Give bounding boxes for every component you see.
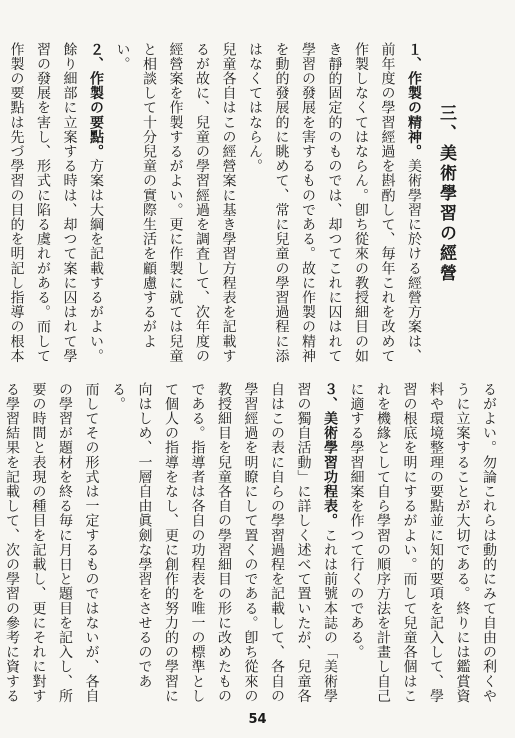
paragraph-text: これは前號本誌の「美術學習の獨自活動」に詳しく述べて置いたが、兒童各自はこの表に自らの學習過程を記載して、各自の學習經過を明瞭にして置くのである。卽ち從來の教授細目を兒童各自の學習細目の形に改めたものである。指導者は各自の功程表を唯一の標準として個人の指導をなし、更に創作的努力的の學習に向はしめ、一層自由眞劍な學習をさせるのである。 xyxy=(110,382,338,704)
paragraph-heading: ３、美術學習功程表。 xyxy=(322,382,338,528)
paragraph xyxy=(0,382,105,707)
paragraph xyxy=(0,42,109,367)
paragraph xyxy=(343,382,502,707)
text-block-bottom xyxy=(4,382,502,707)
paragraph-heading: １、作製の精神。 xyxy=(406,42,422,159)
text-block-top xyxy=(8,42,427,367)
paragraph-text: るがよい。勿論これらは動的にみて自由の利くやうに立案することが大切である。終りには鑑賞資料や環境整理の要點並に知的要項を記入して、學習の根底を明にするがよい。而して兒童各個はこれを機緣として自ら學習の順序方法を計畫し自己に適する學習細案を作つて行くのである。 xyxy=(348,382,497,704)
page-number: 54 xyxy=(248,712,267,727)
paragraph-text: 兒童各自はこの經營案に基き學習方程表を記載するが故に、兒童の學習經過を調査して、次年度の經營案を作製するがよい。更に作製に就ては兒童と相談して十分兒童の實際生活を顧慮するがよい。 xyxy=(114,42,237,364)
paragraph xyxy=(242,42,428,367)
paragraph-heading: ２、作製の要點。 xyxy=(88,42,104,159)
section-title: 三、美術學習の經營 xyxy=(436,104,456,284)
paragraph-text: 而してその形式は一定するものではないが、各自の學習が題材を終る毎に月日と題目を記入し、所要の時間と表現の種目を記載し、更にそれに對する學習結果を記載して、次の學習の參考に資する xyxy=(4,382,100,704)
paragraph-text: 方案は大綱を記載するがよい。餘り細部に立案する時は、却つて案に囚はれて學習の發展を害し、形式に陷る虞れがある。而して作製の要點は先づ學習の目的を明記し指導の根本 xyxy=(8,42,104,364)
paragraph xyxy=(109,42,242,367)
paragraph-text: 美術學習に於ける經營方案は、前年度の學習經過を斟酌して、毎年これを改めて作製しなくてはならん。卽ち從來の教授細目の如き靜的固定的のものでは、却つてこれに囚はれて學習の發展を害するものである。故に作製の精神を動的發展的に眺めて、常に兒童の學習過程に添はなくてはならん。 xyxy=(247,42,422,364)
paragraph xyxy=(105,382,344,707)
